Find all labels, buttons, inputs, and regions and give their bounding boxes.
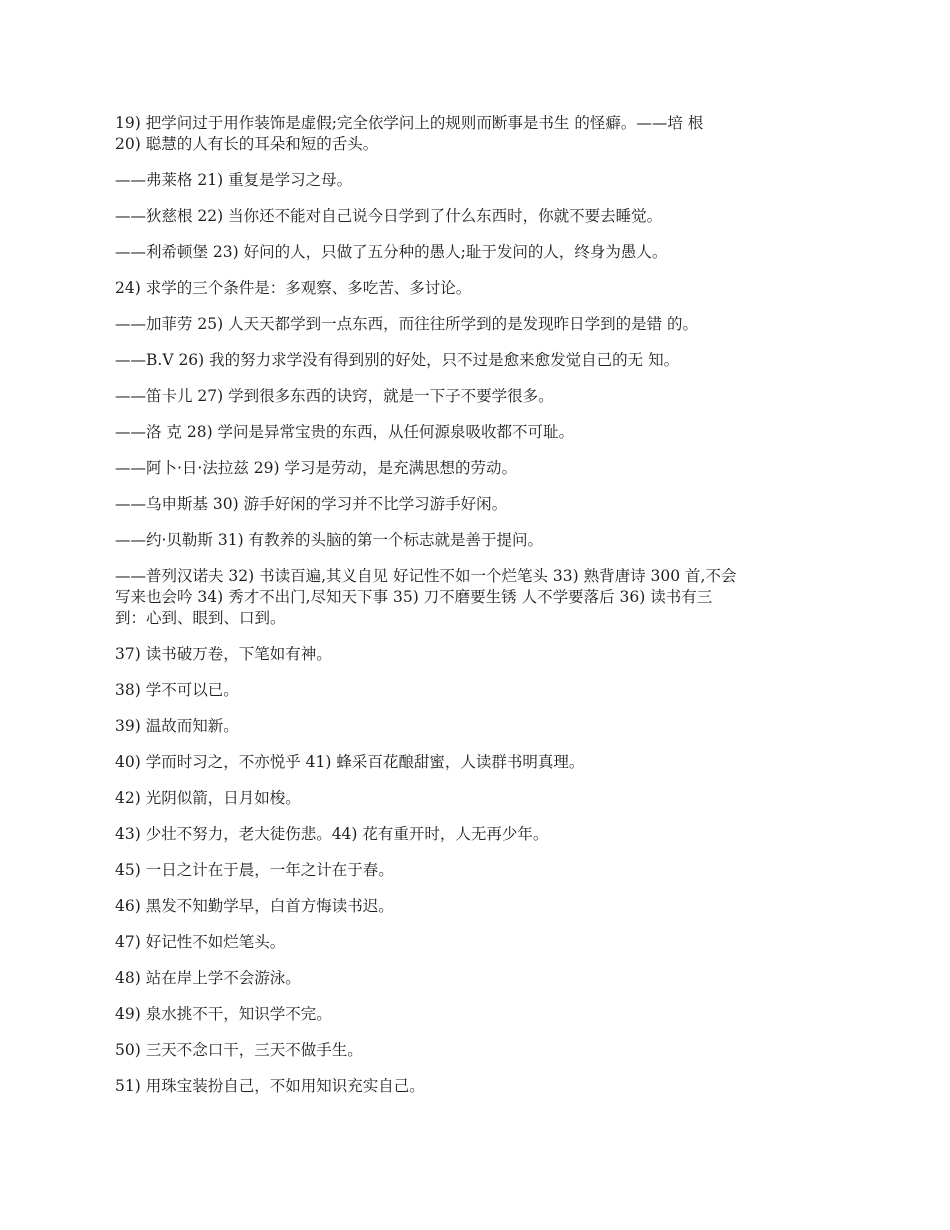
text-line: ——狄慈根 22) 当你还不能对自己说今日学到了什么东西时，你就不要去睡觉。 <box>115 207 663 225</box>
text-line: 43) 少壮不努力，老大徒伤悲。44) 花有重开时，人无再少年。 <box>115 825 549 843</box>
text-line: 42) 光阴似箭，日月如梭。 <box>115 789 301 807</box>
text-line: 39) 温故而知新。 <box>115 717 239 735</box>
text-line: ——约·贝勒斯 31) 有教养的头脑的第一个标志就是善于提问。 <box>115 531 544 549</box>
text-line: ——阿卜·日·法拉兹 29) 学习是劳动，是充满思想的劳动。 <box>115 459 517 477</box>
text-line: 50) 三天不念口干，三天不做手生。 <box>115 1041 363 1059</box>
text-line: ——笛卡儿 27) 学到很多东西的诀窍，就是一下子不要学很多。 <box>115 387 554 405</box>
text-line: ——弗莱格 21) 重复是学习之母。 <box>115 171 353 189</box>
text-line: 38) 学不可以已。 <box>115 681 239 699</box>
text-line: 46) 黑发不知勤学早，白首方悔读书迟。 <box>115 897 394 915</box>
text-line: 49) 泉水挑不干，知识学不完。 <box>115 1005 332 1023</box>
text-line: ——B.V 26) 我的努力求学没有得到别的好处，只不过是愈来愈发觉自己的无 知。 <box>115 351 680 369</box>
text-line: 写来也会吟 34) 秀才不出门,尽知天下事 35) 刀不磨要生锈 人不学要落后 36) 读书有三 <box>115 588 713 606</box>
text-line: 19) 把学问过于用作装饰是虚假;完全依学问上的规则而断事是书生 的怪癖。——培 根 <box>115 114 704 132</box>
text-line: 45) 一日之计在于晨，一年之计在于春。 <box>115 861 394 879</box>
text-line: 20) 聪慧的人有长的耳朵和短的舌头。 <box>115 135 379 153</box>
text-line: ——普列汉诺夫 32) 书读百遍,其义自见 好记性不如一个烂笔头 33) 熟背唐诗 300 首,不会 <box>115 567 737 585</box>
text-line: 37) 读书破万卷，下笔如有神。 <box>115 645 332 663</box>
text-line: 47) 好记性不如烂笔头。 <box>115 933 286 951</box>
text-line: ——利希顿堡 23) 好问的人，只做了五分种的愚人;耻于发问的人，终身为愚人。 <box>115 243 668 261</box>
text-line: 40) 学而时习之，不亦悦乎 41) 蜂采百花酿甜蜜，人读群书明真理。 <box>115 753 585 771</box>
text-line: ——乌申斯基 30) 游手好闲的学习并不比学习游手好闲。 <box>115 495 508 513</box>
text-line: 51) 用珠宝装扮自己，不如用知识充实自己。 <box>115 1077 425 1095</box>
text-line: 24) 求学的三个条件是：多观察、多吃苦、多讨论。 <box>115 279 472 297</box>
text-line: ——洛 克 28) 学问是异常宝贵的东西，从任何源泉吸收都不可耻。 <box>115 423 575 441</box>
document-body <box>115 113 835 1097</box>
text-line: 到：心到、眼到、口到。 <box>115 609 286 627</box>
text-line: 48) 站在岸上学不会游泳。 <box>115 969 301 987</box>
text-line: ——加菲劳 25) 人天天都学到一点东西，而往往所学到的是发现昨日学到的是错 的。 <box>115 315 699 333</box>
